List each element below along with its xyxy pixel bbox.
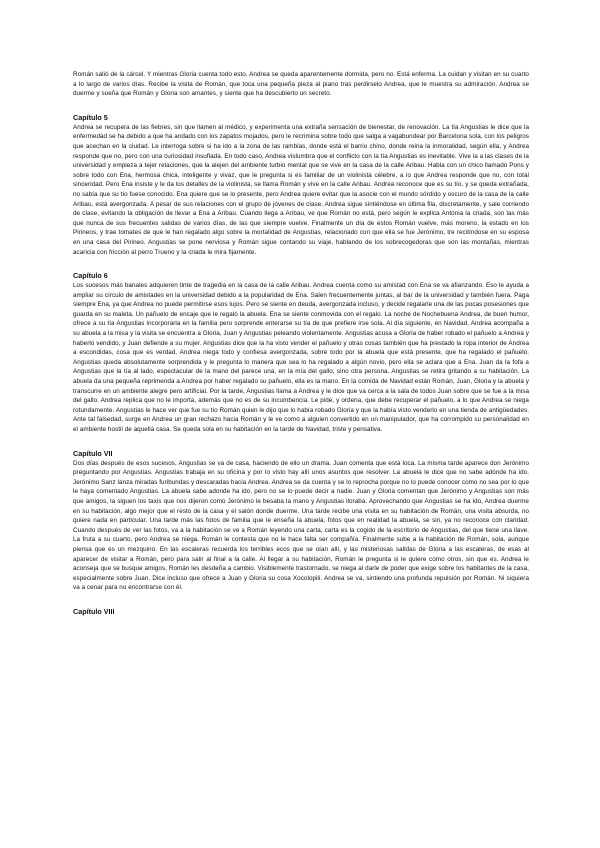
spacer: [73, 99, 529, 113]
chapter-7-text: Dos días después de esos sucesos, Angustias se va de casa, haciendo de ello un drama. Juan comenta que está loca. La misma tarde aparece don Jerónimo preguntando por Angustias. Angustias trabaja en su oficina y por lo visto hay allí unos asuntos que resolver. La abuela le dice que no sabe adónde ha ido. Jerónimo Sanz lanza miradas furibundas y descaradas hacia Andrea. Andrea se da cuenta y se lo reprocha porque no lo puede conocer como no sea por lo que le haya comentado Angustias. La abuela sabe adonde ha ido, pero no se lo puede decir a nadie. Juan y Gloria comentan que Jerónimo y Angustias son más que amigos, la siguen los taxis que nos dijeron como Jerónimo le besaba la mano y Angustias lloraba. Aprovechando que Angustias se ha ido, Andrea duerme en su habitación, algo mejor que el resto de la casa y el salón donde duerme. Una tarde recibe una visita en su habitación de Román, una visita absurda, no quiere nada en particular. Una tarde más las fotos de familia que le enseña la abuela, fotos que en realidad la abuela, se sin, ya no reconoce con claridad. Cuando después de ver las fotos, va a la habitación se ve a Román leyendo una carta, carta es la cogido de la escritorio de Angustias, del que tiene una llave. La fruta a su cuarto, pero Andrea se niega. Román le contesta que no le hace falta ser compañía. Finalmente sube a la habitación de Román, sola, aunque piensa que es un mezquino. En las escaleras recuerda los terribles ecos que se oían allí, y las misteriosas salidas de Gloria a las escaleras, de esas al aparecer de visitar a Román, pero para salir al final a la calle. Al llegar a su habitación, Román le pregunta si le quiere como otros, sin que es. Andrea le aconseja que se busque amigos, Román les desdeña a cambio. Visiblemente trastornado, se niega al darle de poder que exige sobre los habitantes de la casa, especialmente sobre Juan. Dice incluso que ofrece a Juan y Gloria su cosa Xocolopili. Andrea se va, sintiendo una profunda repulsión por Román. Ni siquiera va a cenar para no encontrarse con él.: [73, 459, 529, 592]
chapter-6-text: Los sucesos más banales adquieren tinte de tragedia en la casa de la calle Aribau. Andrea cuenta como su amistad con Ena se va afianzando. Eso le ayuda a ampliar su círculo de amistades en la universidad debido a la popularidad de Ena. Salen frecuentemente juntas, al bar de la universidad y también fuera. Paga siempre Ena, ya que Andrea no puede permitirse esos lujos. Pero se siente en deuda, avergonzada incluso, y decide regalarle una de las pocas posesiones que guarda en su maleta. Un pañuelo de encaje que le regaló la abuela. Ena se siente conmovida con el regalo. La noche de Nochebuena Andrea, de buen humor, ofrece a su tía Angustias incorporarla en la familia pero sorprende enterarse su tía de que prefiere irse sola. Al día siguiente, en Navidad, Andrea acompaña a su abuela a la misa y la visita se encuentra a Gloria, Juan y Angustias peleando violentamente. Angustias acusa a Gloria de haber robado el pañuelo a Andrea y haberlo vendido, y Juan defiende a su mujer. Angustias dice que la ha visto vender el pañuelo y otras cosas también que ha prestado la ropa interior de Andrea a escondidas, cosa que es verdad. Andrea niega todo y confiesa avergonzada, sobre todo por la abuela que está presente, que ha regalado el pañuelo. Angustias queda absolutamente sorprendida y le pregunta lo manera que sea lo ha regalado a algún novio, pero ella se aclara que a Ena. Juan da la fofa a Angustias que la tía al lado, espectacular de la mano del parece una, en la mía del gallo, sino otra persona. Angustias se retira gritando a su habitación. La abuela da una pequeña reprimenda a Andrea por haber regalado su pañuelo, ella es la mano. En la comida de Navidad están Román, Juan, Gloria y la abuela y transcurre en un ambiente alegre pero artificial. Por la tarde, Angustias llama a Andrea y le dice que va cerca a la sala de todos Juan sobre que se fue a la misa del gallo. Andrea replica que no le importa, además que no es de su incumbencia. Le pide, y ordena, que debe recuperar el pañuelo, a lo que Andrea se niega rotundamente. Angustias le hace ver que fue su tío Román quien le dijo que lo había robado Gloria y que la había visto venderlo en una tienda de antigüedades. Ante tal falsedad, surge en Andrea un gran rechazo hacia Román y le ve como a alguien convertido en un manipulador, que ha corrompido su personalidad en el ambiente hostil de aquella casa. Se queda sola en su habitación en la tarde de Navidad, triste y pensativa.: [73, 282, 529, 433]
chapter-7-heading: Capítulo VII: [73, 448, 113, 458]
spacer: [73, 593, 529, 607]
chapter-5-heading: Capítulo 5: [73, 112, 108, 122]
intro-paragraph: Román salió de la cárcel. Y mientras Gloria cuenta todo esto, Andrea se queda aparentemente dormida, pero no. Está enferma. La cuidan y visitan en su cuarto a lo largo de varios días. Recibe la visita de Román, que toca una pequeña pieza al piano tras perdirselo Andrea, que le muestra su admiración. Andrea se duerme y sueña que Román y Gloria son amantes, y siente que ha descubierto un secreto.: [73, 71, 529, 98]
spacer: [73, 435, 529, 449]
chapter-8-heading: Capítulo VIII: [73, 606, 115, 616]
document-page: [73, 70, 529, 840]
chapter-5-text: Andrea se recupera de las fiebres, sin que llamen al médico, y experimenta una extraña sensación de bienestar, de renovación. La tía Angustias le dice que la enfermedad se ha debido a que ha andado con los zapatos mojados, pero le recrimina sobre todo que salga a vagabundear por Barcelona sola, con los peligros que acechan en la ciudad. Le interroga sobre si ha ido a la zona de las ramblas, donde está el barrio chino, donde reina la inmoralidad, según ella, y Andrea responde que no, pero con una curiosidad insuflada. En todo caso, Andrea vislumbra que el conflicto con la tía Angustias es inevitable. Vive la a las clases de la universidad y empieza a tejer relaciones, que la alejen del ambiente turbio mental que se vive en la casa de la calle Aribau. Habla con un chico llamado Pons y sobre todo con Ena, hermosa chica, inteligente y vivaz, que le pregunta si es familiar de un violinista célebre, a lo que Andrea responde que no, con total sinceridad. Pero Ena insiste y le da los detalles de la violinista, se llama Román y vive en la calle Aribau. Andrea reconoce que es su tío, y se queda extrañada, no sabía que su tío fuese conocido. Ena quiere que se lo presente, pero Andrea quiere evitar que la asocie con el mundo sórdido y oscuro de la casa de la calle Aribau, está avergonzada. A pesar de sus relaciones con el grupo de jóvenes de clase, Andrea sigue sintiéndose en última fila, discretamente, y sale corriendo de clase, evitando la obligación de llevar a Ena a Aribau. Cuando llega a Aribau, ve que Román no está, pero según le explica Antonia la criada, son las más que nunca de sus frecuentes salidas de varios días, de las que siempre vuelve. Finalmente un día de estos Román vuelve, más moreno, la estado en los Pirineos, y trae tomates de que le han regalado algo sobre la mortalidad de Angustias, relacionado con que ella se fue Jerónimo, tre recitíndose en su esposa en una casa del Pirineo. Angustias se pone nerviosa y Román sigue contando su viaje, hablando de los sobrecogedoras que son las montañas, mientras acaricia con fricción al perro Trueno y la criada le mira fijamente.: [73, 123, 529, 256]
spacer: [73, 257, 529, 271]
chapter-6-heading: Capítulo 6: [73, 271, 108, 281]
